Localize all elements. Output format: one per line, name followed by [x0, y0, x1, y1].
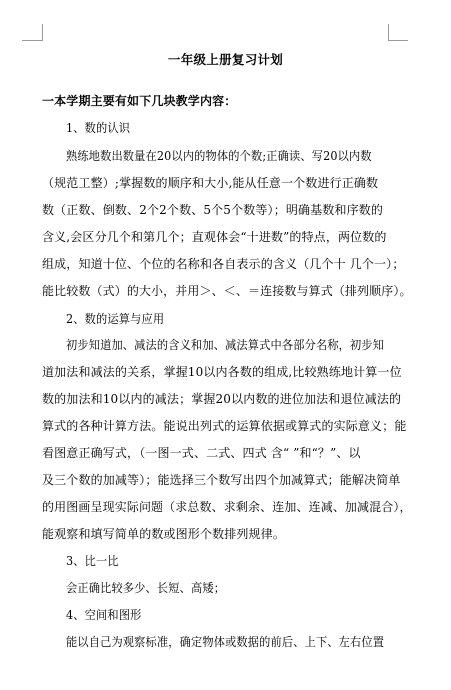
paragraph-line: 能以自己为观察标准，确定物体或数据的前后、上下、左右位置	[66, 635, 385, 649]
paragraph-line: 看图意正确写式，（一图一式、二式、四式 含“ ”和“？”、以	[42, 446, 361, 460]
section-intro: 一本学期主要有如下几块教学内容：	[42, 94, 237, 108]
paragraph-line: 算式的各种计算方法。能说出列式的运算依据或算式的实际意义；能	[42, 419, 407, 433]
paragraph-line: （规范工整）;掌握数的顺序和大小,能从任意一个数进行正确数	[42, 176, 379, 190]
paragraph-line: 熟练地数出数量在20以内的物体的个数;正确读、写20以内数	[66, 149, 372, 163]
crop-mark-top-left-h	[22, 40, 42, 41]
paragraph-line: 及三个数的加减等）；能选择三个数写出四个加减算式；能解决简单	[42, 473, 401, 487]
paragraph-line: 的用图画呈现实际问题（求总数、求剩余、连加、连减、加减混合），	[42, 500, 412, 514]
crop-mark-top-right-h	[388, 40, 408, 41]
document-title: 一年级上册复习计划	[167, 52, 284, 67]
paragraph-line: 含义,会区分几个和第几个；直观体会“十进数”的特点，两位数的	[42, 230, 387, 244]
paragraph-line: 数（正数、倒数、2个2个数、5个5个数等）；明确基数和序数的	[42, 203, 384, 217]
heading-number-recognition: 1、数的认识	[66, 121, 131, 135]
crop-mark-top-left-v	[42, 24, 43, 41]
heading-operations: 2、数的运算与应用	[66, 312, 165, 326]
heading-compare: 3、比一比	[66, 554, 119, 568]
paragraph-line: 能比较数（式）的大小，并用＞、＜、＝连接数与算式（排列顺序）。	[42, 284, 412, 298]
crop-mark-top-right-v	[388, 24, 389, 41]
paragraph-line: 能观察和填写简单的数或图形个数排列规律。	[42, 527, 286, 541]
paragraph-line: 道加法和减法的关系，掌握10以内各数的组成,比较熟练地计算一位	[42, 365, 402, 379]
paragraph-line: 初步知道加、减法的含义和加、减法算式中各部分名称，初步知	[66, 338, 385, 352]
paragraph-line: 会正确比较多少、长短、高矮；	[66, 581, 226, 595]
heading-space-shapes: 4、空间和图形	[66, 608, 142, 622]
paragraph-line: 数的加法和10以内的减法；掌握20以内数的进位加法和退位减法的	[42, 392, 402, 406]
paragraph-line: 组成，知道十位、个位的名称和各自表示的含义（几个十 几个一）；	[42, 257, 405, 271]
